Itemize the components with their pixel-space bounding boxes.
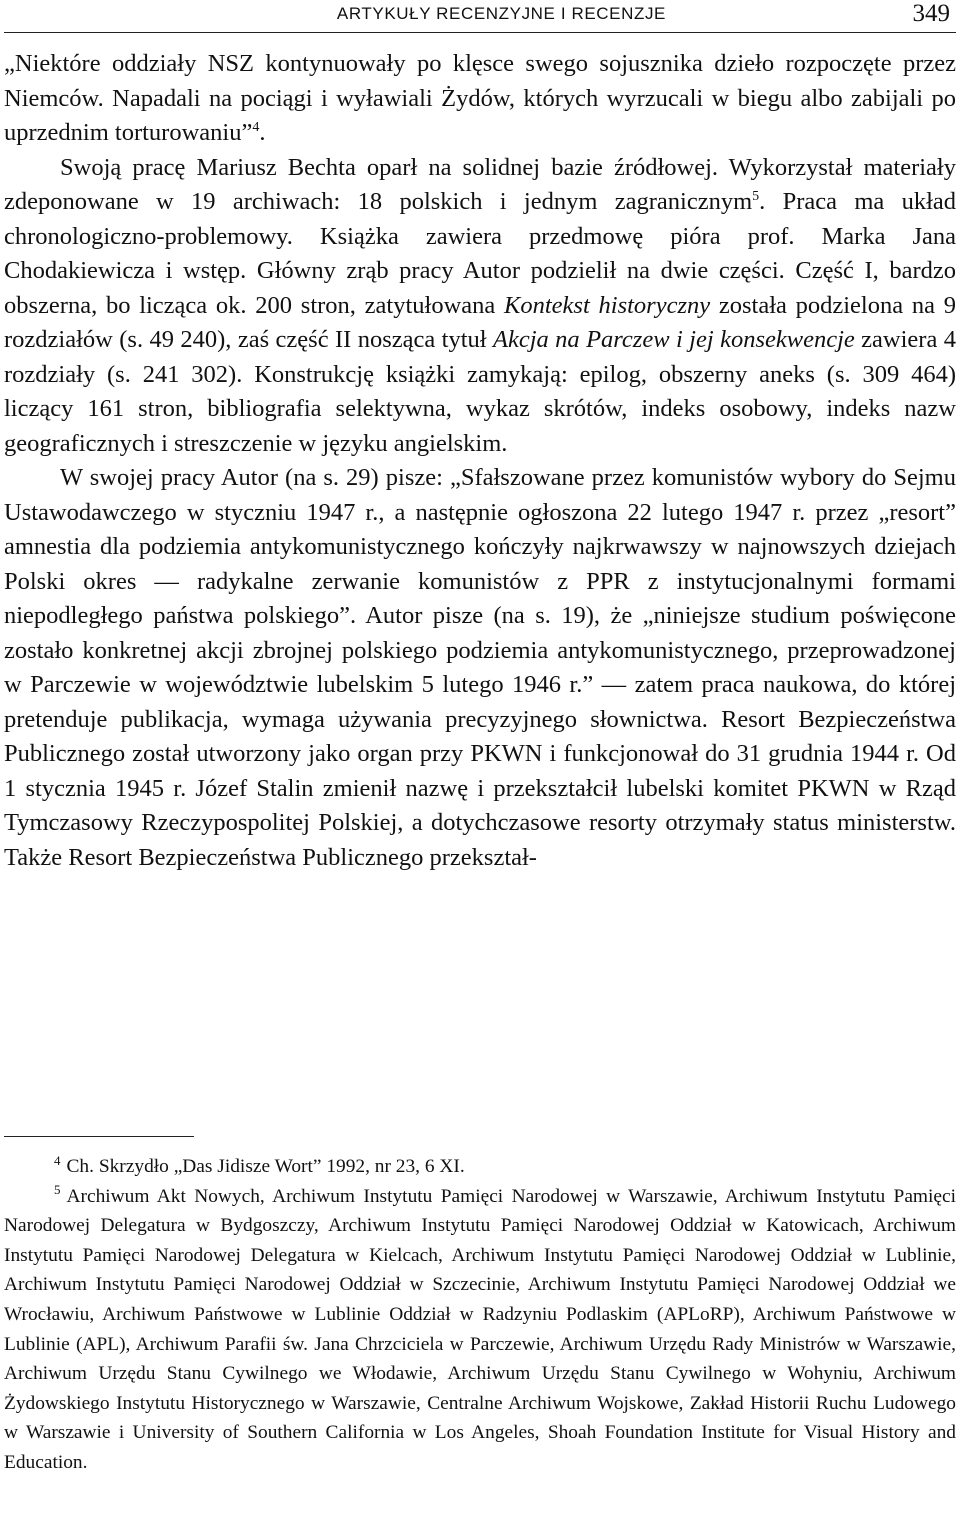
part-two-title: Akcja na Parczew i jej konsekwencje xyxy=(492,326,855,353)
footnotes xyxy=(4,1152,956,1478)
sources-text-b: . Praca ma układ chronologiczno-problemowy. Książka zawiera przedmowę pióra prof. Marka Jana Chodakiewicza i wstęp. Główny zrąb pracy Autor podzielił na dwie części. Część I, bardzo obszerna, bo licząca ok. 200 stron, zatytułowana xyxy=(4,188,956,319)
footnote-4 xyxy=(4,1152,956,1182)
sources-text-c: została podzielona na 9 rozdziałów (s. 49 240), zaś część II nosząca tytuł xyxy=(4,291,956,353)
footnote-text: Archiwum Akt Nowych, Archiwum Instytutu Pamięci Narodowej w Warszawie, Archiwum Instytutu Pamięci Narodowej Delegatura w Bydgoszczy, Archiwum Instytutu Pamięci Narodowej Oddział w Katowicach, Archiwum Instytutu Pamięci Narodowej Delegatura w Kielcach, Archiwum Instytutu Pamięci Narodowej Oddział w Lublinie, Archiwum Instytutu Pamięci Narodowej Oddział w Szczecinie, Archiwum Instytutu Pamięci Narodowej Oddział we Wrocławiu, Archiwum Państwowe w Lublinie Oddział w Radzyniu Podlaskim (APLoRP), Archiwum Państwowe w Lublinie (APL), Archiwum Parafii św. Jana Chrzciciela w Parczewie, Archiwum Urzędu Rady Ministrów w Warszawie, Archiwum Urzędu Stanu Cywilnego we Włodawie, Archiwum Urzędu Stanu Cywilnego w Wohyniu, Archiwum Żydowskiego Instytutu Historycznego w Warszawie, Centralne Archiwum Wojskowe, Zakład Historii Ruchu Ludowego w Warszawie i University of Southern California w Los Angeles, Shoah Foundation Institute for Visual History and Education. xyxy=(4,1185,956,1473)
footnote-number: 4 xyxy=(54,1152,61,1168)
footnote-divider xyxy=(4,1136,194,1137)
sources-text-d: zawiera 4 rozdziały (s. 241 302). Konstrukcję książki zamykają: epilog, obszerny aneks (s. 309 464) liczący 161 stron, bibliografia selektywna, wykaz skrótów, indeks osobowy, indeks nazw geograficznych i streszczenie w języku angielskim. xyxy=(4,326,956,457)
paragraph-quote xyxy=(4,47,956,151)
sources-text-a: Swoją pracę Mariusz Bechta oparł na solidnej bazie źródłowej. Wykorzystał materiały zdeponowane w 19 archiwach: 18 polskich i jednym zagranicznym xyxy=(4,153,956,215)
footnote-number: 5 xyxy=(54,1182,61,1198)
page-number: 349 xyxy=(912,0,950,27)
footnote-5 xyxy=(4,1182,956,1478)
footnote-text: Ch. Skrzydło „Das Jidisze Wort” 1992, nr 23, 6 XI. xyxy=(66,1156,465,1177)
paragraph-sources xyxy=(4,151,956,462)
body-text xyxy=(4,47,956,875)
footnote-ref-4[interactable]: 4 xyxy=(252,119,260,135)
quote-text: „Niektóre oddziały NSZ kontynuowały po klęsce swego sojusznika dzieło rozpoczęte przez Niemców. Napadali na pociągi i wyławiali Żydów, których wyrzucali w biegu albo zabijali po uprzednim torturowaniu” xyxy=(4,50,956,146)
running-title: ARTYKUŁY RECENZYJNE I RECENZJE xyxy=(336,4,666,23)
running-header xyxy=(4,0,956,33)
paragraph-argument: W swojej pracy Autor (na s. 29) pisze: „Sfałszowane przez komunistów wybory do Sejmu Ustawodawczego w styczniu 1947 r., a następnie ogłoszona 22 lutego 1947 r. przez „resort” amnestia dla podziemia antykomunistycznego kończyły najkrwawszy w najnowszych dziejach Polski okres — radykalne zerwanie komunistów z PPR z instytucjonalnymi formami niepodległego państwa polskiego”. Autor pisze (na s. 19), że „niniejsze studium poświęcone zostało konkretnej akcji zbrojnej polskiego podziemia antykomunistycznego, przeprowadzonej w Parczewie w województwie lubelskim 5 lutego 1946 r.” — zatem praca naukowa, do której pretenduje publikacja, wymaga używania precyzyjnego słownictwa. Resort Bezpieczeństwa Publicznego został utworzony jako organ przy PKWN i funkcjonował do 31 grudnia 1944 r. Od 1 stycznia 1945 r. Józef Stalin zmienił nazwę i przekształcił lubelski komitet PKWN w Rząd Tymczasowy Rzeczypospolitej Polskiej, a dotychczasowe resorty otrzymały status ministerstw. Także Resort Bezpieczeństwa Publicznego przekształ- xyxy=(4,464,956,871)
quote-end: . xyxy=(259,119,266,146)
part-one-title: Kontekst historyczny xyxy=(504,291,711,319)
footnote-ref-5[interactable]: 5 xyxy=(752,188,760,204)
